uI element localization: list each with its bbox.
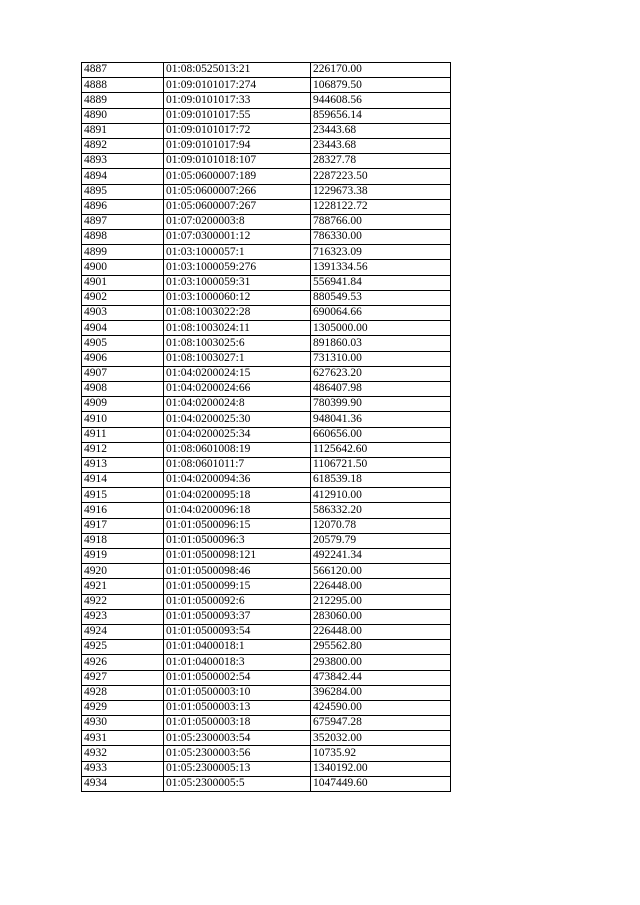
row-number-cell: 4926 (82, 655, 164, 670)
value-cell: 23443.68 (311, 123, 451, 138)
row-number-cell: 4918 (82, 533, 164, 548)
cadastral-number-cell: 01:05:2300005:13 (164, 761, 311, 776)
row-number-cell: 4907 (82, 366, 164, 381)
cadastral-number-cell: 01:08:1003027:1 (164, 351, 311, 366)
value-cell: 1047449.60 (311, 776, 451, 791)
row-number-cell: 4897 (82, 214, 164, 229)
value-cell: 2287223.50 (311, 169, 451, 184)
row-number-cell: 4905 (82, 336, 164, 351)
value-cell: 283060.00 (311, 609, 451, 624)
cadastral-number-cell: 01:01:0500096:3 (164, 533, 311, 548)
table-row (82, 245, 451, 260)
table-row (82, 78, 451, 93)
table-row (82, 381, 451, 396)
value-cell: 20579.79 (311, 533, 451, 548)
row-number-cell: 4933 (82, 761, 164, 776)
value-cell: 1125642.60 (311, 442, 451, 457)
table-row (82, 154, 451, 169)
cadastral-number-cell: 01:08:1003025:6 (164, 336, 311, 351)
cadastral-number-cell: 01:08:0601008:19 (164, 442, 311, 457)
row-number-cell: 4924 (82, 624, 164, 639)
table-row (82, 731, 451, 746)
cadastral-number-cell: 01:04:0200095:18 (164, 488, 311, 503)
table-row (82, 473, 451, 488)
row-number-cell: 4890 (82, 108, 164, 123)
cadastral-number-cell: 01:05:0600007:267 (164, 199, 311, 214)
row-number-cell: 4900 (82, 260, 164, 275)
value-cell: 660656.00 (311, 427, 451, 442)
cadastral-number-cell: 01:01:0400018:3 (164, 655, 311, 670)
table-row (82, 93, 451, 108)
table-row (82, 275, 451, 290)
row-number-cell: 4894 (82, 169, 164, 184)
cadastral-number-cell: 01:04:0200025:30 (164, 412, 311, 427)
table-row (82, 366, 451, 381)
cadastral-number-cell: 01:05:2300005:5 (164, 776, 311, 791)
table-row (82, 397, 451, 412)
cadastral-number-cell: 01:01:0500093:54 (164, 624, 311, 639)
data-table (81, 62, 451, 792)
value-cell: 28327.78 (311, 154, 451, 169)
value-cell: 226170.00 (311, 63, 451, 78)
table-row (82, 457, 451, 472)
table-row (82, 746, 451, 761)
row-number-cell: 4934 (82, 776, 164, 791)
row-number-cell: 4916 (82, 503, 164, 518)
table-row (82, 761, 451, 776)
table-row (82, 700, 451, 715)
row-number-cell: 4931 (82, 731, 164, 746)
value-cell: 1106721.50 (311, 457, 451, 472)
table-row (82, 199, 451, 214)
cadastral-number-cell: 01:07:0200003:8 (164, 214, 311, 229)
row-number-cell: 4888 (82, 78, 164, 93)
row-number-cell: 4902 (82, 290, 164, 305)
value-cell: 293800.00 (311, 655, 451, 670)
table-row (82, 776, 451, 791)
row-number-cell: 4889 (82, 93, 164, 108)
cadastral-number-cell: 01:04:0200024:8 (164, 397, 311, 412)
row-number-cell: 4921 (82, 579, 164, 594)
cadastral-number-cell: 01:04:0200094:36 (164, 473, 311, 488)
row-number-cell: 4920 (82, 564, 164, 579)
table-row (82, 624, 451, 639)
table-row (82, 716, 451, 731)
row-number-cell: 4914 (82, 473, 164, 488)
cadastral-number-cell: 01:01:0500098:46 (164, 564, 311, 579)
row-number-cell: 4912 (82, 442, 164, 457)
table-row (82, 640, 451, 655)
value-cell: 1305000.00 (311, 321, 451, 336)
value-cell: 1391334.56 (311, 260, 451, 275)
value-cell: 859656.14 (311, 108, 451, 123)
row-number-cell: 4922 (82, 594, 164, 609)
row-number-cell: 4901 (82, 275, 164, 290)
cadastral-number-cell: 01:09:0101018:107 (164, 154, 311, 169)
cadastral-number-cell: 01:05:0600007:189 (164, 169, 311, 184)
table-row (82, 488, 451, 503)
value-cell: 786330.00 (311, 230, 451, 245)
table-row (82, 214, 451, 229)
cadastral-number-cell: 01:01:0500099:15 (164, 579, 311, 594)
row-number-cell: 4927 (82, 670, 164, 685)
cadastral-number-cell: 01:05:2300003:56 (164, 746, 311, 761)
value-cell: 12070.78 (311, 518, 451, 533)
value-cell: 618539.18 (311, 473, 451, 488)
cadastral-number-cell: 01:08:1003022:28 (164, 306, 311, 321)
row-number-cell: 4925 (82, 640, 164, 655)
cadastral-number-cell: 01:09:0101017:94 (164, 138, 311, 153)
table-row (82, 184, 451, 199)
table-row (82, 533, 451, 548)
value-cell: 23443.68 (311, 138, 451, 153)
value-cell: 556941.84 (311, 275, 451, 290)
cadastral-number-cell: 01:01:0500096:15 (164, 518, 311, 533)
row-number-cell: 4930 (82, 716, 164, 731)
table-row (82, 63, 451, 78)
table-row (82, 685, 451, 700)
table-row (82, 108, 451, 123)
cadastral-number-cell: 01:03:1000059:31 (164, 275, 311, 290)
cadastral-number-cell: 01:04:0200025:34 (164, 427, 311, 442)
row-number-cell: 4906 (82, 351, 164, 366)
table-row (82, 230, 451, 245)
table-row (82, 670, 451, 685)
value-cell: 880549.53 (311, 290, 451, 305)
row-number-cell: 4923 (82, 609, 164, 624)
cadastral-number-cell: 01:01:0500093:37 (164, 609, 311, 624)
table-row (82, 169, 451, 184)
value-cell: 944608.56 (311, 93, 451, 108)
value-cell: 690064.66 (311, 306, 451, 321)
cadastral-number-cell: 01:05:2300003:54 (164, 731, 311, 746)
value-cell: 788766.00 (311, 214, 451, 229)
value-cell: 226448.00 (311, 579, 451, 594)
cadastral-number-cell: 01:09:0101017:72 (164, 123, 311, 138)
row-number-cell: 4919 (82, 549, 164, 564)
cadastral-number-cell: 01:09:0101017:33 (164, 93, 311, 108)
table-row (82, 138, 451, 153)
value-cell: 731310.00 (311, 351, 451, 366)
cadastral-number-cell: 01:01:0500098:121 (164, 549, 311, 564)
cadastral-number-cell: 01:04:0200096:18 (164, 503, 311, 518)
row-number-cell: 4909 (82, 397, 164, 412)
row-number-cell: 4898 (82, 230, 164, 245)
cadastral-number-cell: 01:03:1000059:276 (164, 260, 311, 275)
row-number-cell: 4929 (82, 700, 164, 715)
table-body (82, 63, 451, 792)
value-cell: 586332.20 (311, 503, 451, 518)
value-cell: 10735.92 (311, 746, 451, 761)
value-cell: 295562.80 (311, 640, 451, 655)
cadastral-number-cell: 01:04:0200024:66 (164, 381, 311, 396)
row-number-cell: 4887 (82, 63, 164, 78)
table-row (82, 412, 451, 427)
table-row (82, 351, 451, 366)
table-row (82, 336, 451, 351)
cadastral-number-cell: 01:08:0525013:21 (164, 63, 311, 78)
value-cell: 352032.00 (311, 731, 451, 746)
table-row (82, 609, 451, 624)
cadastral-number-cell: 01:01:0500003:10 (164, 685, 311, 700)
cadastral-number-cell: 01:04:0200024:15 (164, 366, 311, 381)
table-row (82, 442, 451, 457)
cadastral-number-cell: 01:03:1000057:1 (164, 245, 311, 260)
cadastral-number-cell: 01:07:0300001:12 (164, 230, 311, 245)
value-cell: 566120.00 (311, 564, 451, 579)
row-number-cell: 4928 (82, 685, 164, 700)
value-cell: 424590.00 (311, 700, 451, 715)
table-row (82, 549, 451, 564)
row-number-cell: 4911 (82, 427, 164, 442)
row-number-cell: 4895 (82, 184, 164, 199)
table-row (82, 306, 451, 321)
row-number-cell: 4893 (82, 154, 164, 169)
table-row (82, 655, 451, 670)
cadastral-number-cell: 01:01:0500003:18 (164, 716, 311, 731)
row-number-cell: 4899 (82, 245, 164, 260)
value-cell: 627623.20 (311, 366, 451, 381)
row-number-cell: 4910 (82, 412, 164, 427)
value-cell: 412910.00 (311, 488, 451, 503)
table-row (82, 260, 451, 275)
table-row (82, 594, 451, 609)
row-number-cell: 4917 (82, 518, 164, 533)
value-cell: 1228122.72 (311, 199, 451, 214)
table-row (82, 123, 451, 138)
value-cell: 492241.34 (311, 549, 451, 564)
value-cell: 891860.03 (311, 336, 451, 351)
row-number-cell: 4913 (82, 457, 164, 472)
cadastral-number-cell: 01:01:0400018:1 (164, 640, 311, 655)
row-number-cell: 4896 (82, 199, 164, 214)
cadastral-number-cell: 01:08:0601011:7 (164, 457, 311, 472)
value-cell: 780399.90 (311, 397, 451, 412)
table-row (82, 290, 451, 305)
value-cell: 226448.00 (311, 624, 451, 639)
table-row (82, 518, 451, 533)
value-cell: 948041.36 (311, 412, 451, 427)
table-row (82, 579, 451, 594)
value-cell: 106879.50 (311, 78, 451, 93)
row-number-cell: 4932 (82, 746, 164, 761)
cadastral-number-cell: 01:05:0600007:266 (164, 184, 311, 199)
value-cell: 473842.44 (311, 670, 451, 685)
cadastral-number-cell: 01:09:0101017:274 (164, 78, 311, 93)
table-row (82, 427, 451, 442)
value-cell: 396284.00 (311, 685, 451, 700)
value-cell: 1229673.38 (311, 184, 451, 199)
cadastral-number-cell: 01:01:0500003:13 (164, 700, 311, 715)
row-number-cell: 4904 (82, 321, 164, 336)
row-number-cell: 4915 (82, 488, 164, 503)
value-cell: 486407.98 (311, 381, 451, 396)
table-row (82, 503, 451, 518)
cadastral-number-cell: 01:01:0500002:54 (164, 670, 311, 685)
row-number-cell: 4903 (82, 306, 164, 321)
cadastral-number-cell: 01:08:1003024:11 (164, 321, 311, 336)
value-cell: 716323.09 (311, 245, 451, 260)
row-number-cell: 4891 (82, 123, 164, 138)
cadastral-number-cell: 01:09:0101017:55 (164, 108, 311, 123)
value-cell: 212295.00 (311, 594, 451, 609)
cadastral-number-cell: 01:01:0500092:6 (164, 594, 311, 609)
row-number-cell: 4892 (82, 138, 164, 153)
row-number-cell: 4908 (82, 381, 164, 396)
value-cell: 1340192.00 (311, 761, 451, 776)
table-row (82, 564, 451, 579)
cadastral-number-cell: 01:03:1000060:12 (164, 290, 311, 305)
value-cell: 675947.28 (311, 716, 451, 731)
table-row (82, 321, 451, 336)
